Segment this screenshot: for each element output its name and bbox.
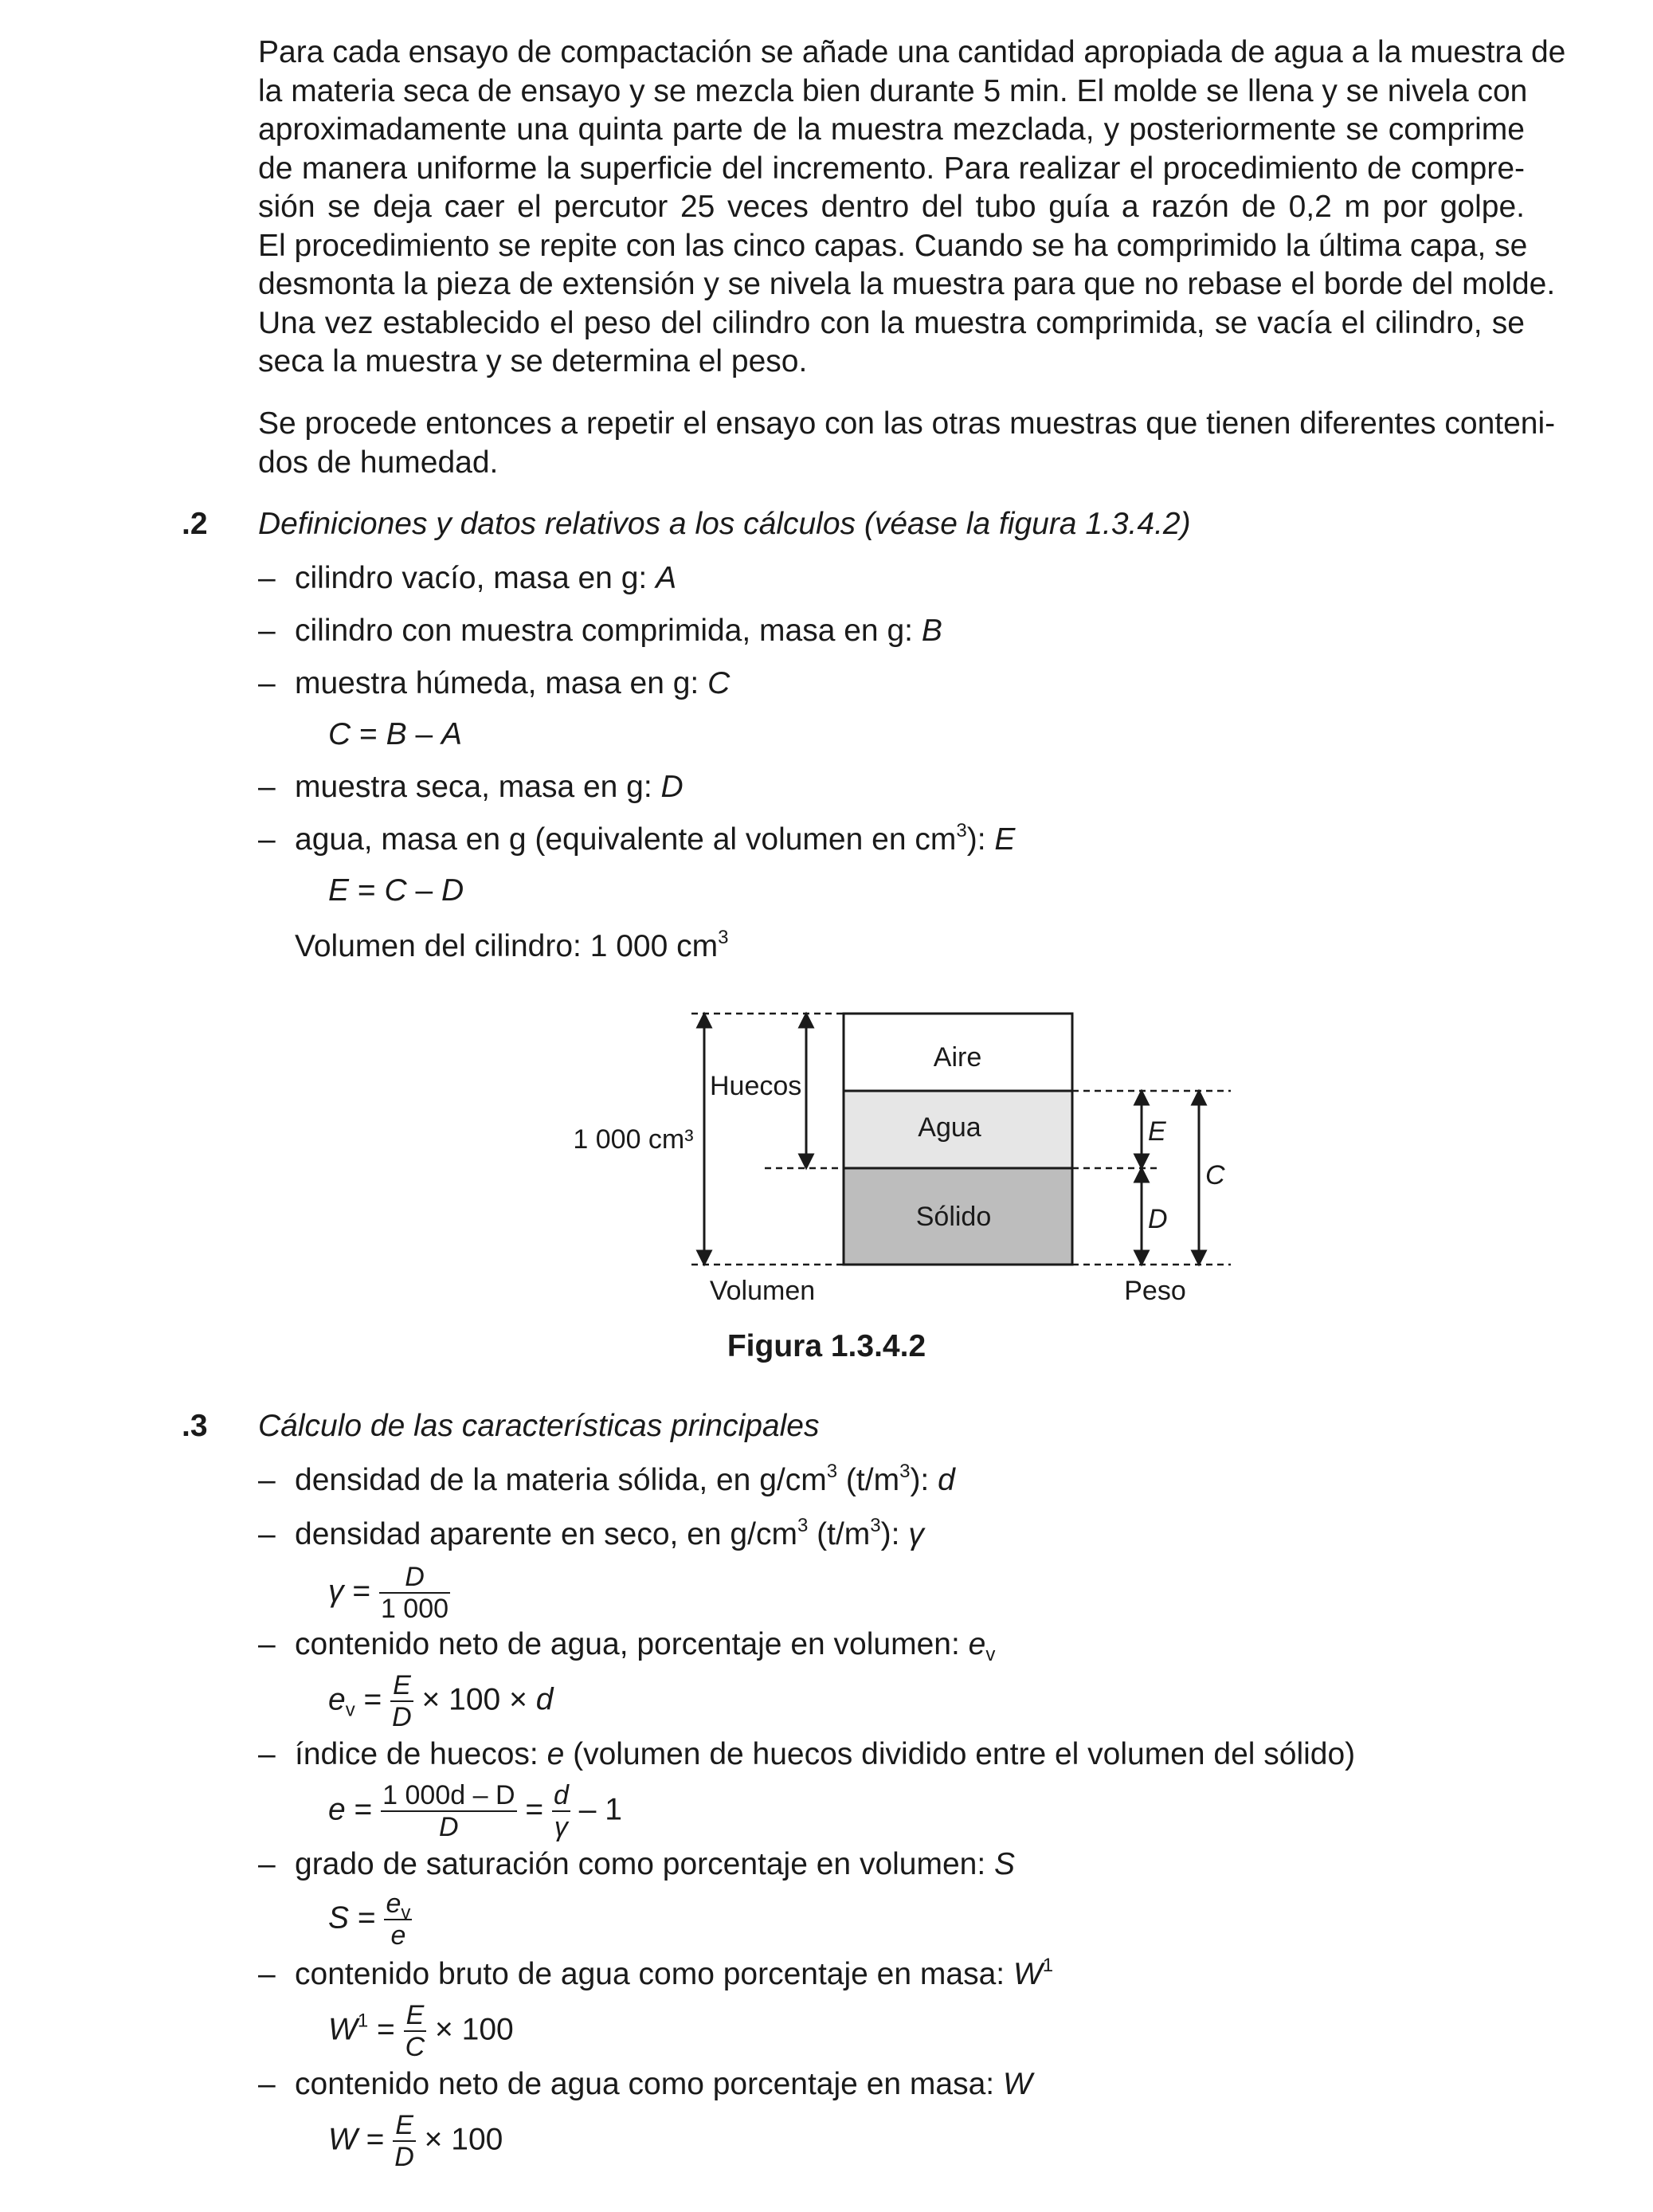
formula-gamma: γ = $\frac{D}{1 000}$ bbox=[328, 1562, 449, 1624]
list-dash: – bbox=[258, 561, 276, 595]
volumen-label: Volumen bbox=[709, 1276, 816, 1306]
aire-label: Aire bbox=[933, 1042, 982, 1073]
volume-text: Volumen del cilindro: 1 000 $cm^3$ bbox=[295, 927, 729, 963]
list-item-contenido-neto-volumen: contenido neto de agua, porcentaje en volumen: $e_v$ bbox=[295, 1627, 996, 1665]
variable: C bbox=[707, 666, 731, 700]
list-dash: – bbox=[258, 614, 276, 648]
list-dash: – bbox=[258, 1517, 276, 1551]
text-line: desmonta la pieza de extensión y se nivela la muestra para que no rebase el borde del molde. bbox=[258, 267, 1556, 301]
fraction: $\frac{E}{D}$ bbox=[394, 2110, 414, 2172]
text-line: aproximadamente una quinta parte de la muestra mezclada, y posteriormente se comprime bbox=[258, 112, 1525, 147]
list-item-muestra-seca: muestra seca, masa en g: D bbox=[295, 770, 684, 804]
list-item-agua: agua, masa en g (equivalente al volumen en $cm^3$): E bbox=[295, 820, 1016, 857]
fraction: $\frac{1 000d - D}{D}$ bbox=[382, 1780, 515, 1842]
fraction: $\frac{E}{C}$ bbox=[405, 2000, 425, 2062]
formula-w: W = $\frac{E}{D}$ × 100 bbox=[328, 2110, 503, 2172]
fraction: $\frac{e_v}{e}$ bbox=[386, 1888, 411, 1951]
text-line: sión se deja caer el percutor 25 veces dentro del tubo guía a razón de 0,2 m por golpe. bbox=[258, 190, 1525, 224]
list-item-contenido-bruto: contenido bruto de agua como porcentaje en masa: $W^1$ bbox=[295, 1955, 1054, 1991]
text-line: Una vez establecido el peso del cilindro con la muestra comprimida, se vacía el cilindro, se bbox=[258, 305, 1525, 340]
text-line: Para cada ensayo de compactación se añade una cantidad apropiada de agua a la muestra de bbox=[258, 35, 1566, 69]
volume-value-label: 1 000 cm³ bbox=[573, 1124, 694, 1155]
peso-label: Peso bbox=[1124, 1276, 1186, 1306]
fraction: $\frac{D}{1 000}$ bbox=[380, 1562, 449, 1624]
list-dash: – bbox=[258, 1463, 276, 1497]
list-item-cilindro-vacio: cilindro vacío, masa en g: A bbox=[295, 561, 677, 595]
list-dash: – bbox=[258, 1737, 276, 1771]
variable: A bbox=[656, 561, 677, 595]
fraction: $\frac{E}{D}$ bbox=[392, 1670, 412, 1732]
text-line: El procedimiento se repite con las cinco capas. Cuando se ha comprimido la última capa, se bbox=[258, 228, 1528, 263]
section-heading-3: Cálculo de las características principales bbox=[258, 1409, 820, 1443]
formula-ev: $e_v$ = $\frac{E}{D}$ × 100 × d bbox=[328, 1670, 554, 1732]
section-number-3: .3 bbox=[182, 1409, 208, 1443]
list-dash: – bbox=[258, 1627, 276, 1661]
list-item-contenido-neto-masa: contenido neto de agua como porcentaje en masa: W bbox=[295, 2067, 1032, 2101]
list-dash: – bbox=[258, 1847, 276, 1881]
text-line: Se procede entonces a repetir el ensayo con las otras muestras que tienen diferentes conteni- bbox=[258, 406, 1556, 441]
text-line: dos de humedad. bbox=[258, 445, 499, 480]
solido-label: Sólido bbox=[915, 1202, 992, 1232]
formula-e: E = C – D bbox=[328, 873, 464, 908]
section-number-2: .2 bbox=[182, 507, 208, 541]
list-dash: – bbox=[258, 666, 276, 700]
formula-e-index: e = $\frac{1 000d - D}{D}$ = $\frac{d}{\gamma}$ – 1 bbox=[328, 1780, 622, 1842]
variable: D bbox=[660, 770, 684, 804]
huecos-label: Huecos bbox=[710, 1071, 802, 1101]
list-item-grado-saturacion: grado de saturación como porcentaje en volumen: S bbox=[295, 1847, 1016, 1881]
list-item-densidad-solida: densidad de la materia sólida, en $g/cm^3$ $(t/m^3)$: d bbox=[295, 1461, 955, 1497]
list-dash: – bbox=[258, 2067, 276, 2101]
figure-caption: Figura 1.3.4.2 bbox=[727, 1329, 926, 1363]
agua-label: Agua bbox=[918, 1112, 981, 1143]
list-item-indice-huecos: índice de huecos: e (volumen de huecos dividido entre el volumen del sólido) bbox=[295, 1737, 1356, 1771]
list-item-muestra-humeda: muestra húmeda, masa en g: C bbox=[295, 666, 731, 700]
d-label: D bbox=[1148, 1204, 1168, 1234]
text-line: de manera uniforme la superficie del incremento. Para realizar el procedimiento de compre- bbox=[258, 151, 1525, 186]
section-heading-2: Definiciones y datos relativos a los cálculos (véase la figura 1.3.4.2) bbox=[258, 507, 1191, 541]
variable: E bbox=[994, 822, 1016, 857]
formula-c: C = B – A bbox=[328, 717, 463, 751]
formula-w1: $W^1$ = $\frac{E}{C}$ × 100 bbox=[328, 2000, 514, 2062]
variable: B bbox=[921, 614, 942, 648]
list-dash: – bbox=[258, 1957, 276, 1991]
text-line: la materia seca de ensayo y se mezcla bien durante 5 min. El molde se llena y se nivela con bbox=[258, 73, 1528, 108]
fraction: $\frac{d}{\gamma}$ bbox=[553, 1780, 569, 1842]
list-item-cilindro-muestra: cilindro con muestra comprimida, masa en g: B bbox=[295, 614, 942, 648]
text-line: seca la muestra y se determina el peso. bbox=[258, 344, 808, 378]
list-dash: – bbox=[258, 822, 276, 857]
c-label: C bbox=[1205, 1160, 1225, 1190]
formula-s: S = $\frac{e_v}{e}$ bbox=[328, 1888, 411, 1951]
list-dash: – bbox=[258, 770, 276, 804]
list-item-densidad-aparente: densidad aparente en seco, en $g/cm^3$ $(t/m^3)$: γ bbox=[295, 1515, 924, 1551]
e-label: E bbox=[1148, 1116, 1166, 1147]
